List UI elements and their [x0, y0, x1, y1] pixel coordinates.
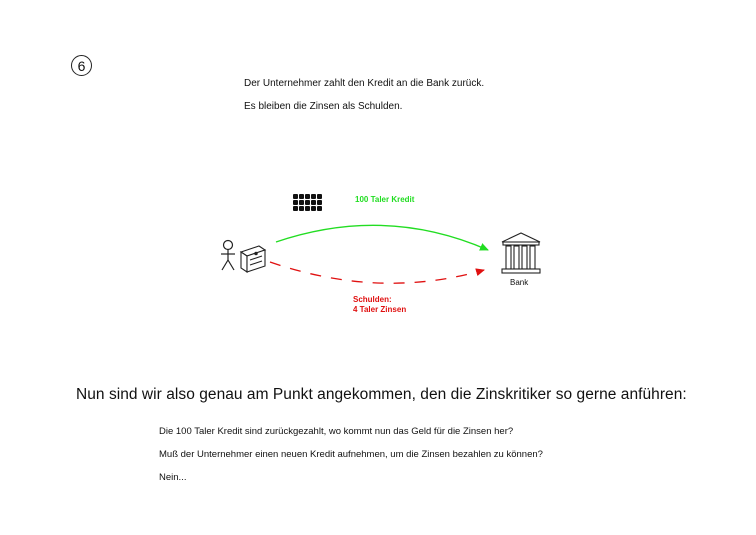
credit-arrow [276, 225, 488, 250]
debt-label-line-1: Schulden: [353, 295, 392, 304]
debt-arrow [270, 262, 484, 283]
credit-label: 100 Taler Kredit [355, 195, 415, 204]
debt-label-line-2: 4 Taler Zinsen [353, 305, 407, 314]
question-2: Muß der Unternehmer einen neuen Kredit aufnehmen, um die Zinsen bezahlen zu können? [159, 449, 543, 460]
intro-line-1: Der Unternehmer zahlt den Kredit an die Bank zurück. [244, 78, 485, 89]
coin-stack-icon [293, 194, 322, 211]
headline: Nun sind wir also genau am Punkt angekommen, den die Zinskritiker so gerne anführen: [76, 386, 687, 403]
machine-icon [241, 246, 265, 272]
bank-label: Bank [510, 278, 529, 287]
intro-line-2: Es bleiben die Zinsen als Schulden. [244, 101, 403, 112]
question-1: Die 100 Taler Kredit sind zurückgezahlt, wo kommt nun das Geld für die Zinsen her? [159, 426, 514, 437]
answer-text: Nein... [159, 472, 187, 483]
bank-building-icon [502, 233, 540, 273]
step-number-badge: 6 [71, 55, 92, 76]
person-icon [221, 241, 235, 271]
